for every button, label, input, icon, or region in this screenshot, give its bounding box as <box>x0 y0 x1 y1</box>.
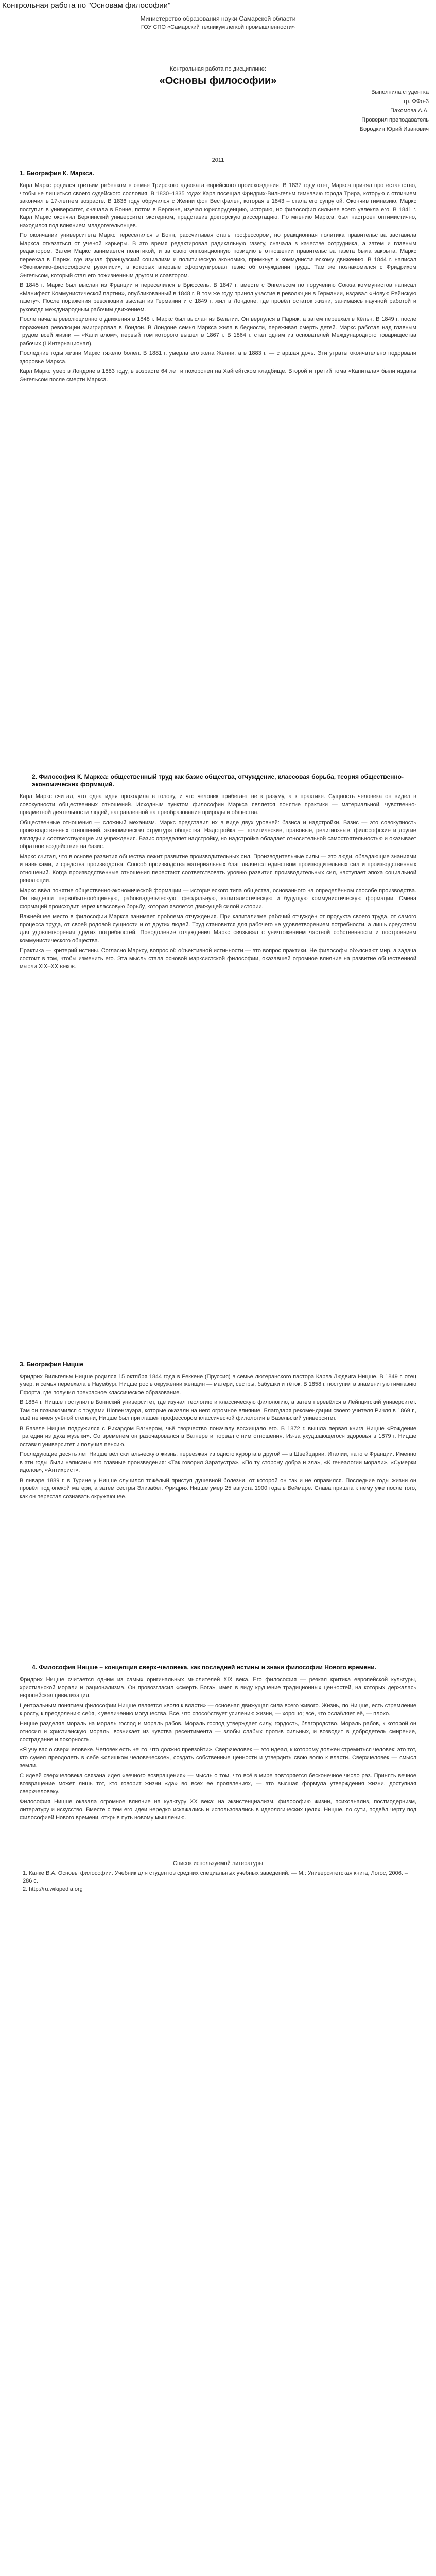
sign-line: Проверил преподаватель <box>361 117 429 123</box>
section-marx-biography <box>0 170 436 384</box>
literature-title: Список используемой литературы <box>173 1860 263 1867</box>
paragraph: Важнейшее место в философии Маркса занимает проблема отчуждения. При капитализме рабочий отчуждён от продукта своего труда, от самого процесса труда, от своей родовой сущности и от других людей. Труд становится для рабочего не удовлетворением потребности, а лишь средством для удовлетворения других потребностей. Преодоление отчуждения Маркс связывал с уничтожением частной собственности и построением коммунистического общества. <box>20 913 416 944</box>
paragraph: В 1864 г. Ницше поступил в Боннский университет, где изучал теологию и классическую филологию, а затем перевёлся в Лейпцигский университет. Там он познакомился с трудами Шопенгауэра, которые оказали на него огромное влияние. Благодаря рекомендации своего учителя Ричля в 1869 г., ещё не имея учёной степени, Ницше был приглашён профессором классической филологии в Базельский университет. <box>20 1399 416 1421</box>
document-page <box>0 11 436 1893</box>
paragraph: Маркс ввёл понятие общественно-экономической формации — исторического типа общества, основанного на определённом способе производства. Он выделял первобытнообщинную, рабовладельческую, феодальную, капиталистическую и будущую коммунистическую формации. Смена формаций происходит через классовую борьбу, которая является движущей силой истории. <box>20 887 416 910</box>
document-title: Контрольная работа по "Основам философии" <box>2 1 171 10</box>
paragraph: «Я учу вас о сверхчеловеке. Человек есть нечто, что должно превзойти». Сверхчеловек — это идеал, к которому должен стремиться человек; это тот, кто сумел преодолеть в себе «слишком человеческое», создать собственные ценности и утвердить свою волю к власти. Сверхчеловек — смысл земли. <box>20 1747 416 1769</box>
literature-item: 1. Канке В.А. Основы философии. Учебник для студентов средних специальных учебных заведений. — М.: Университетская книга, Логос, 2006. – 286 с. <box>23 1870 408 1884</box>
sign-line: Бородкин Юрий Иванович <box>359 126 429 132</box>
paragraph: Ницше разделял мораль на мораль господ и мораль рабов. Мораль господ утверждает силу, гордость, благородство. Мораль рабов, к которой он относил и христианскую мораль, возникает из чувства ресентимента — злобы слабых против сильных, и возводит в добродетель смирение, сострадание и покорность. <box>20 1720 416 1743</box>
paragraph: Карл Маркс родился третьим ребенком в семье Трирского адвоката еврейского происхождения. В 1837 году отец Маркса принял протестантство, чтобы не лишиться своего судейского сословия. В 1830–1835 годах Карл посещал Фридрих-Вильгельм гимназию города Трира, которую с отличием закончил в 17-летнем возрасте. В 1836 году обручился с Женни фон Вестфален, которая в 1843 – стала его супругой. Окончив гимназию, Маркс поступил в университет, сначала в Бонне, потом в Берлине, изучал юриспруденцию, историю, но философия сильнее всего увлекла его. В 1841 г. Карл Маркс окончил Берлинский университет экстерном, представив докторскую диссертацию. По мнению Маркса, был настроен оптимистично, находился под влиянием младогегельянцев. <box>20 182 416 229</box>
paragraph: Философия Ницше оказала огромное влияние на культуру XX века: на экзистенциализм, философию жизни, психоанализ, постмодернизм, литературу и искусство. Вместе с тем его идеи нередко искажались и использовались в идеологических целях. Ницше, по сути, подвёл черту под философией Нового времени, открыв путь новому мышлению. <box>20 1799 416 1821</box>
paragraph: В январе 1889 г. в Турине у Ницше случился тяжёлый приступ душевной болезни, от которой он так и не оправился. Последние годы жизни он провёл под опекой матери, а затем сестры Элизабет. Фридрих Ницше умер 25 августа 1900 года в Веймаре. Слава пришла к нему уже после того, как он перестал сознавать окружающее. <box>20 1477 416 1500</box>
contr-label: Контрольная работа по дисциплине: <box>170 66 266 72</box>
paragraph: Центральным понятием философии Ницше является «воля к власти» — основная движущая сила всего живого. Жизнь, по Ницше, есть стремление к росту, к преодолению себя, к увеличению могущества. Всё, что способствует усилению жизни, — хорошо; всё, что ослабляет её, — плохо. <box>20 1702 416 1717</box>
subject-title: «Основы философии» <box>159 75 277 87</box>
paragraph: В Базеле Ницше подружился с Рихардом Вагнером, чьё творчество поначалу восхищало его. В 1872 г. вышла первая книга Ницше «Рождение трагедии из духа музыки». Со временем он разочаровался в Вагнере и порвал с ним отношения. Из-за ухудшающегося здоровья в 1879 г. Ницше оставил университет и получил пенсию. <box>20 1425 416 1448</box>
paragraph: Последующие десять лет Ницше вёл скитальческую жизнь, переезжая из одного курорта в другой — в Швейцарии, Италии, на юге Франции. Именно в эти годы были написаны его главные произведения: «Так говорил Заратустра», «По ту сторону добра и зла», «К генеалогии морали», «Сумерки идолов», «Антихрист». <box>20 1451 416 1473</box>
document-header <box>0 0 436 11</box>
section-marx-philosophy <box>0 773 436 971</box>
section-heading: 3. Биография Ницше <box>20 1360 83 1368</box>
page-break-spacer <box>0 1503 436 1657</box>
paragraph: После начала революционного движения в 1848 г. Маркс был выслан из Бельгии. Он вернулся в Париж, а затем переехал в Кёльн. В 1849 г. после поражения революции эмигрировал в Лондон. В Лондоне семья Маркса жила в бедности, переживая смерть детей. Маркс работал над главным трудом всей жизни — «Капиталом», первый том которого вышел в 1867 г. В 1864 г. стал одним из основателей Международного товарищества рабочих (I Интернационал). <box>20 316 416 347</box>
section-heading: 4. Философия Ницше – концепция сверх-человека, как последней истины и знаки философии Нового времени. <box>32 1664 376 1671</box>
paragraph: Общественные отношения — сложный механизм. Маркс представил их в виде двух уровней: базиса и надстройки. Базис — это совокупность производственных отношений, экономическая структура общества. Надстройка — политические, правовые, религиозные, философские и другие взгляды и соответствующие им учреждения. Базис определяет надстройку, но надстройка обладает относительной самостоятельностью и оказывает обратное воздействие на базис. <box>20 819 416 850</box>
paragraph: Фридрих Ницше считается одним из самых оригинальных мыслителей XIX века. Его философия — резкая критика европейской культуры, христианской морали и рационализма. Он провозгласил «смерть Бога», имея в виду крушение традиционных ценностей, на которых держалась европейская цивилизация. <box>20 1676 416 1699</box>
paragraph: Карл Маркс считал, что одна идея проходила в голову, и что человек прибегает не к разуму, а к практике. Сущность человека он видел в совокупности общественных отношений. Исходным пунктом философии Маркса является понятие практики — материальной, чувственно-предметной деятельности людей, направленной на преобразование природы и общества. <box>20 793 416 816</box>
paragraph: Карл Маркс умер в Лондоне в 1883 году, в возрасте 64 лет и похоронен на Хайгейтском кладбище. Второй и третий тома «Капитала» были изданы Энгельсом после смерти Маркса. <box>20 368 416 383</box>
paragraph: По окончании университета Маркс переселился в Бонн, рассчитывая стать профессором, но реакционная политика правительства заставила Маркса отказаться от ученой карьеры. В это время редактировал радикальную газету, сначала в качестве сотрудника, а затем и главным редактором. Затем Маркс занимается политикой, и за свою оппозиционную позицию в отношении правительства газета была закрыта. Маркс переехал в Париж, где изучал французский социализм и политическую экономию, примкнул к коммунистическому движению. В 1844 г. написал «Экономико-философские рукописи», в которых впервые сформулировал тезис об отчуждении труда. Там же познакомился с Фридрихом Энгельсом, который стал его пожизненным другом и соавтором. <box>20 232 416 279</box>
page-break-spacer <box>0 386 436 767</box>
ministry-name: Министерство образования науки Самарской области <box>140 15 296 22</box>
paragraph: Фридрих Вильгельм Ницше родился 15 октября 1844 года в Реккене (Пруссия) в семье лютеранского пастора Карла Людвига Ницше. В 1849 г. отец умер, и семья переехала в Наумбург. Ницше рос в окружении женщин — матери, сестры, бабушки и тёток. В 1858 г. поступил в знаменитую гимназию Пфорта, где получил прекрасное классическое образование. <box>20 1373 416 1396</box>
paragraph: Последние годы жизни Маркс тяжело болел. В 1881 г. умерла его жена Женни, а в 1883 г. — старшая дочь. Эти утраты окончательно подорвали здоровье Маркса. <box>20 350 416 365</box>
paragraph: В 1845 г. Маркс был выслан из Франции и переселился в Брюссель. В 1847 г. вместе с Энгельсом по поручению Союза коммунистов написал «Манифест Коммунистической партии», опубликованный в 1848 г. В том же году принял участие в революции в Германии, издавал «Новую Рейнскую газету». После поражения революции выслан из Германии и с 1849 г. жил в Лондоне, где провёл остаток жизни, занимаясь научной работой и руководя международным рабочим движением. <box>20 282 416 313</box>
sign-line: Выполнила студентка <box>371 89 429 95</box>
paragraph: Практика — критерий истины. Согласно Марксу, вопрос об объективной истинности — это вопрос практики. Не философы объясняют мир, а задача состоит в том, чтобы изменить его. Эта мысль стала основой марксистской философии, оказавшей огромное влияние на развитие общественной мысли XIX–XX веков. <box>20 947 416 970</box>
literature-section <box>0 1860 436 1894</box>
section-heading: 2. Философия К. Маркса: общественный труд как базис общества, отчуждение, классовая борьба, теория общественно-экономических формаций. <box>32 773 404 788</box>
section-nietzsche-philosophy <box>0 1664 436 1822</box>
title-page-ministry <box>0 14 436 32</box>
section-nietzsche-biography <box>0 1361 436 1501</box>
sign-line: гр. ФФо-3 <box>404 98 429 105</box>
page-break-spacer <box>0 1824 436 1855</box>
section-heading: 1. Биография К. Маркса. <box>20 170 94 177</box>
page-break-spacer <box>0 973 436 1354</box>
sign-line: Пахомова А.А. <box>390 108 429 114</box>
year-label: 2011 <box>212 157 224 163</box>
college-name: ГОУ СПО «Самарский техникум легкой промышленности» <box>141 24 295 30</box>
signature-block <box>360 88 429 134</box>
paragraph: Маркс считал, что в основе развития общества лежит развитие производительных сил. Производительные силы — это люди, обладающие знаниями и навыками, и средства производства. Способ производства материальных благ является единством производительных сил и производственных отношений. Когда производственные отношения перестают соответствовать уровню развития производительных сил, наступает эпоха социальной революции. <box>20 853 416 884</box>
paragraph: С идеей сверхчеловека связана идея «вечного возвращения» — мысль о том, что всё в мире повторяется бесконечное число раз. Принять вечное возвращение может лишь тот, кто говорит жизни «да» во всех её проявлениях, — это высшая формула утверждения жизни, доступная сверхчеловеку. <box>20 1772 416 1795</box>
literature-item: 2. http://ru.wikipedia.org <box>23 1886 83 1892</box>
